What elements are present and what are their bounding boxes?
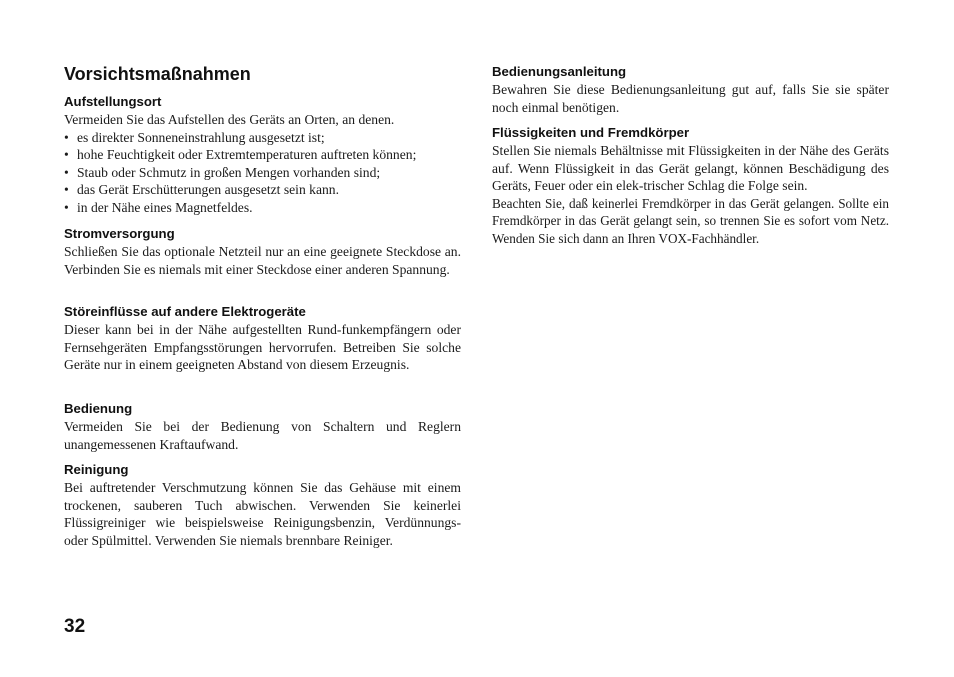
section-intro-aufstellungsort: Vermeiden Sie das Aufstellen des Geräts an Orten, an denen. bbox=[64, 112, 395, 127]
list-item: • Staub oder Schmutz in großen Mengen vorhanden sind; bbox=[64, 164, 381, 180]
list-item: • hohe Feuchtigkeit oder Extremtemperaturen auftreten können; bbox=[64, 147, 417, 163]
page-title: Vorsichtsmaßnahmen bbox=[64, 64, 251, 84]
bullet-icon: • bbox=[64, 147, 69, 163]
list-item: • in der Nähe eines Magnetfeldes. bbox=[64, 199, 253, 215]
section-heading-fluessigkeiten: Flüssigkeiten und Fremdkörper bbox=[492, 125, 690, 140]
section-heading-aufstellungsort: Aufstellungsort bbox=[64, 94, 162, 109]
section-text-stromversorgung: Schließen Sie das optionale Netzteil nur an eine geeignete Steckdose an. Verbinden Sie es niemals mit einer Steckdose einer anderen Spannung. bbox=[64, 244, 461, 277]
section-text-stoereinfluesse: Dieser kann bei in der Nähe aufgestellten Rund-funkempfängern oder Fernsehgeräten Empfangsstörungen hervorrufen. Betreiben Sie solche Geräte nur in einem geeigneten Abstand von diesem Erzeugnis. bbox=[64, 322, 461, 373]
section-heading-bedienungsanleitung: Bedienungsanleitung bbox=[492, 64, 627, 79]
bullet-list-aufstellungsort bbox=[64, 129, 461, 217]
section-heading-bedienung: Bedienung bbox=[64, 401, 133, 416]
section-text-reinigung: Bei auftretender Verschmutzung können Sie das Gehäuse mit einem trockenen, sauberen Tuch abwischen. Verwenden Sie keinerlei Flüssigreiniger wie beispielsweise Reinigungsbenzin, Verdünnungs- oder Spülmittel. Verwenden Sie niemals brennbare Reiniger. bbox=[64, 480, 461, 548]
bullet-icon: • bbox=[64, 199, 69, 215]
list-item: • es direkter Sonneneinstrahlung ausgesetzt ist; bbox=[64, 129, 325, 145]
section-heading-stromversorgung: Stromversorgung bbox=[64, 226, 175, 241]
bullet-icon: • bbox=[64, 129, 69, 145]
section-heading-stoereinfluesse: Störeinflüsse auf andere Elektrogeräte bbox=[64, 304, 306, 319]
page-number: 32 bbox=[64, 616, 86, 637]
section-text-bedienung: Vermeiden Sie bei der Bedienung von Schaltern und Reglern unangemessenen Kraftaufwand. bbox=[64, 419, 461, 452]
section-text-fluessigkeiten: Stellen Sie niemals Behältnisse mit Flüssigkeiten in der Nähe des Geräts auf. Wenn Flüssigkeit in das Gerät gelangt, können Beschädigung des Geräts, Feuer oder ein elek-trischer Schlag die Folge sein. bbox=[492, 143, 889, 194]
bullet-icon: • bbox=[64, 182, 69, 198]
list-item: • das Gerät Erschütterungen ausgesetzt sein kann. bbox=[64, 182, 339, 198]
section-text-bedienungsanleitung: Bewahren Sie diese Bedienungsanleitung gut auf, falls Sie sie später noch einmal benötigen. bbox=[492, 82, 889, 115]
bullet-icon: • bbox=[64, 164, 69, 180]
section-heading-reinigung: Reinigung bbox=[64, 462, 129, 477]
section-text-fremdkoerper: Beachten Sie, daß keinerlei Fremdkörper in das Gerät gelangen. Sollte ein Fremdkörper in das Gerät gelangt sein, so trennen Sie es sofort vom Netz. Wenden Sie sich dann an Ihren VOX-Fachhändler. bbox=[492, 195, 889, 246]
